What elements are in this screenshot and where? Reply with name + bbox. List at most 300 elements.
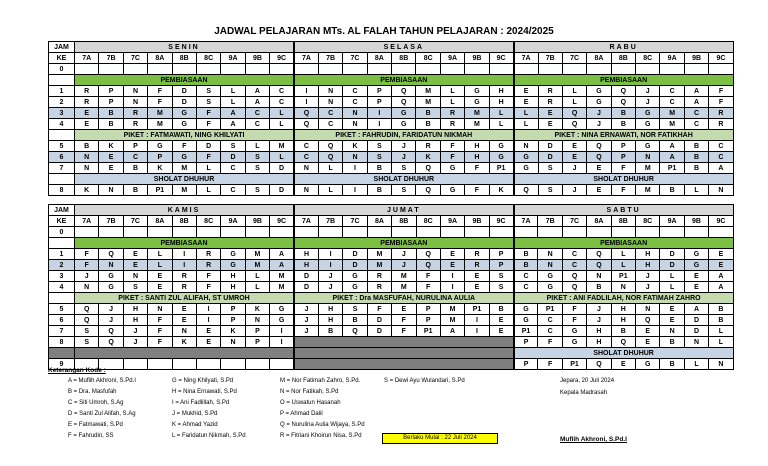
teacher-code-cell: C	[660, 86, 684, 97]
teacher-code-cell: D	[172, 86, 196, 97]
schedule-row	[49, 185, 734, 196]
teacher-code-cell: A	[221, 108, 245, 119]
teacher-code-cell: E	[75, 119, 99, 130]
teacher-code-cell: E	[562, 141, 586, 152]
teacher-code-cell: N	[538, 260, 562, 271]
teacher-code-cell: Q	[562, 119, 586, 130]
teacher-code-cell: R	[172, 282, 196, 293]
teacher-code-cell: G	[636, 108, 660, 119]
schedule-row	[49, 227, 734, 238]
class-header: 9C	[709, 53, 733, 64]
teacher-code-cell: M	[245, 249, 269, 260]
teacher-code-cell: L	[709, 326, 733, 337]
teacher-code-cell: Q	[318, 152, 342, 163]
teacher-code-cell: J	[75, 271, 99, 282]
period-number	[49, 348, 75, 359]
teacher-code-cell: S	[75, 337, 99, 348]
teacher-code-cell: M	[660, 119, 684, 130]
schedule-row	[49, 348, 734, 359]
teacher-code-cell: A	[270, 260, 294, 271]
teacher-code-cell: J	[392, 141, 416, 152]
signer-position: Kepala Madrasah	[560, 390, 608, 396]
teacher-code-cell: N	[294, 185, 318, 196]
teacher-code-cell: S	[123, 282, 147, 293]
class-header: 7B	[99, 53, 123, 64]
empty-cell	[196, 359, 220, 370]
teacher-code-cell: I	[343, 163, 367, 174]
teacher-code-cell: G	[148, 141, 172, 152]
teacher-code-cell: R	[538, 86, 562, 97]
class-header: 9B	[684, 53, 708, 64]
teacher-code-cell: C	[270, 97, 294, 108]
teacher-code-cell: R	[367, 282, 391, 293]
teacher-code-cell: N	[245, 315, 269, 326]
legend-entry: K = Ahmad Yazid	[172, 422, 218, 428]
class-header: 9A	[440, 53, 464, 64]
teacher-code-cell: E	[538, 108, 562, 119]
ke-header: KE	[49, 216, 75, 227]
teacher-code-cell: R	[196, 249, 220, 260]
period-number: 2	[49, 260, 75, 271]
teacher-code-cell: L	[270, 119, 294, 130]
teacher-code-cell: I	[343, 185, 367, 196]
class-header: 8A	[587, 53, 611, 64]
class-header: 9A	[440, 216, 464, 227]
teacher-code-cell: G	[392, 119, 416, 130]
class-header: 9C	[489, 53, 513, 64]
teacher-code-cell: D	[343, 260, 367, 271]
teacher-code-cell: G	[636, 141, 660, 152]
teacher-code-cell: H	[294, 249, 318, 260]
teacher-code-cell: Q	[587, 359, 611, 370]
teacher-code-cell: Q	[318, 141, 342, 152]
teacher-code-cell: C	[538, 326, 562, 337]
teacher-code-cell: C	[709, 141, 733, 152]
class-header: 8C	[416, 216, 440, 227]
class-header: 7B	[318, 53, 342, 64]
empty-cell	[392, 227, 416, 238]
teacher-code-cell: H	[489, 86, 513, 97]
empty-cell	[123, 64, 147, 75]
empty-cell	[465, 227, 489, 238]
empty-cell	[709, 227, 733, 238]
teacher-code-cell: M	[148, 119, 172, 130]
teacher-code-cell: F	[611, 163, 635, 174]
teacher-code-cell: F	[538, 359, 562, 370]
teacher-code-cell: S	[221, 141, 245, 152]
teacher-code-cell: P	[245, 337, 269, 348]
teacher-code-cell: G	[270, 304, 294, 315]
teacher-code-cell: E	[440, 260, 464, 271]
teacher-code-cell: N	[636, 304, 660, 315]
teacher-code-cell: E	[75, 108, 99, 119]
teacher-code-cell: S	[245, 163, 269, 174]
teacher-code-cell: J	[99, 315, 123, 326]
teacher-code-cell: H	[465, 152, 489, 163]
legend-entry: D = Santi Zul Alifah, S.Ag	[68, 411, 136, 417]
teacher-code-cell: H	[611, 315, 635, 326]
teacher-code-cell: G	[684, 260, 708, 271]
teacher-code-cell: E	[148, 282, 172, 293]
period-number: 9	[49, 359, 75, 370]
teacher-code-cell: E	[514, 86, 538, 97]
teacher-code-cell: L	[245, 141, 269, 152]
teacher-code-cell: E	[489, 315, 513, 326]
teacher-code-cell: C	[684, 119, 708, 130]
teacher-code-cell: E	[196, 326, 220, 337]
teacher-code-cell: L	[245, 282, 269, 293]
schedule-row	[49, 75, 734, 86]
empty-cell	[270, 227, 294, 238]
teacher-code-cell: N	[587, 271, 611, 282]
teacher-code-cell: D	[270, 163, 294, 174]
teacher-code-cell: F	[392, 315, 416, 326]
piket-band: PIKET : Dra MASFUFAH, NURULINA AULIA	[294, 293, 514, 304]
teacher-code-cell: N	[318, 86, 342, 97]
teacher-code-cell: B	[343, 315, 367, 326]
teacher-code-cell: Q	[99, 249, 123, 260]
teacher-code-cell: J	[392, 260, 416, 271]
empty-cell	[221, 64, 245, 75]
teacher-code-cell: N	[514, 141, 538, 152]
teacher-code-cell: J	[99, 304, 123, 315]
teacher-code-cell: P	[123, 141, 147, 152]
empty-cell	[416, 64, 440, 75]
day-header: SELASA	[294, 42, 514, 53]
empty-cell	[148, 227, 172, 238]
teacher-code-cell: Q	[611, 337, 635, 348]
teacher-code-cell: G	[562, 337, 586, 348]
schedule-table-mon-wed	[48, 41, 734, 196]
teacher-code-cell: G	[172, 108, 196, 119]
sholat-band: SHOLAT DHUHUR	[514, 174, 734, 185]
teacher-code-cell: K	[99, 141, 123, 152]
teacher-code-cell: I	[318, 260, 342, 271]
teacher-code-cell: J	[636, 97, 660, 108]
teacher-code-cell: Q	[587, 249, 611, 260]
empty-cell	[172, 64, 196, 75]
teacher-code-cell: Q	[416, 249, 440, 260]
piket-band: PIKET : NINA ERNAWATI, NOR FATIKHAH	[514, 130, 734, 141]
teacher-code-cell: G	[514, 163, 538, 174]
day-header: SABTU	[514, 205, 734, 216]
empty-cell	[514, 64, 538, 75]
effective-date-badge: Berlaku Mulai : 22 Juli 2024	[382, 433, 498, 444]
class-header: 8B	[611, 216, 635, 227]
teacher-code-cell: J	[123, 326, 147, 337]
teacher-code-cell: N	[611, 282, 635, 293]
schedule-row	[49, 108, 734, 119]
teacher-code-cell: L	[196, 163, 220, 174]
teacher-code-cell: P	[489, 249, 513, 260]
teacher-code-cell: R	[416, 141, 440, 152]
teacher-code-cell: N	[99, 185, 123, 196]
legend-entry: F = Fahrudin, SS	[68, 433, 114, 439]
teacher-code-cell: E	[172, 315, 196, 326]
class-header: 7A	[75, 53, 99, 64]
teacher-code-cell: E	[196, 337, 220, 348]
teacher-code-cell: Q	[392, 97, 416, 108]
class-header: 8C	[636, 216, 660, 227]
teacher-code-cell: K	[245, 304, 269, 315]
teacher-code-cell: B	[709, 304, 733, 315]
teacher-code-cell: D	[367, 326, 391, 337]
teacher-code-cell: A	[270, 249, 294, 260]
teacher-code-cell: P1	[489, 163, 513, 174]
period-number	[49, 293, 75, 304]
teacher-code-cell: Q	[587, 260, 611, 271]
schedule-row	[49, 326, 734, 337]
legend-entry: P = Ahmad Dalil	[280, 411, 323, 417]
teacher-code-cell: E	[611, 359, 635, 370]
period-number	[49, 75, 75, 86]
teacher-code-cell: E	[465, 282, 489, 293]
schedule-row	[49, 359, 734, 370]
teacher-code-cell: E	[99, 152, 123, 163]
teacher-code-cell: F	[465, 163, 489, 174]
legend-entry: J = Mukhid, S.Pd	[172, 411, 218, 417]
teacher-code-cell: R	[123, 119, 147, 130]
empty-cell	[270, 64, 294, 75]
teacher-code-cell: N	[123, 97, 147, 108]
class-header: 9C	[270, 216, 294, 227]
teacher-code-cell: B	[318, 326, 342, 337]
schedule-row	[49, 152, 734, 163]
teacher-code-cell: K	[75, 185, 99, 196]
teacher-code-cell: R	[367, 271, 391, 282]
teacher-code-cell: Q	[611, 97, 635, 108]
class-header: 9A	[660, 53, 684, 64]
teacher-code-cell: F	[416, 282, 440, 293]
teacher-code-cell: J	[318, 271, 342, 282]
period-number: 8	[49, 337, 75, 348]
teacher-code-cell: M	[245, 260, 269, 271]
empty-cell	[562, 64, 586, 75]
teacher-code-cell: Q	[562, 282, 586, 293]
teacher-code-cell: H	[611, 304, 635, 315]
teacher-code-cell: R	[465, 260, 489, 271]
schedule-row	[49, 249, 734, 260]
empty-cell	[221, 359, 245, 370]
teacher-code-cell: D	[660, 260, 684, 271]
class-header: 8A	[367, 53, 391, 64]
teacher-code-cell: N	[684, 337, 708, 348]
teacher-code-cell: R	[440, 119, 464, 130]
teacher-code-cell: C	[294, 141, 318, 152]
teacher-code-cell: G	[538, 271, 562, 282]
empty-cell	[611, 227, 635, 238]
teacher-code-cell: E	[123, 249, 147, 260]
teacher-code-cell: D	[172, 97, 196, 108]
jam-header: JAM	[49, 42, 75, 53]
teacher-code-cell: N	[709, 185, 733, 196]
teacher-code-cell: C	[245, 119, 269, 130]
teacher-code-cell: B	[123, 163, 147, 174]
day-header: SENIN	[75, 42, 295, 53]
teacher-code-cell: L	[611, 260, 635, 271]
teacher-code-cell: L	[221, 97, 245, 108]
teacher-code-cell: I	[465, 315, 489, 326]
teacher-code-cell: L	[660, 271, 684, 282]
schedule-row	[49, 141, 734, 152]
teacher-code-cell: I	[294, 86, 318, 97]
teacher-code-cell: G	[587, 97, 611, 108]
empty-cell	[99, 64, 123, 75]
teacher-code-cell: L	[562, 97, 586, 108]
teacher-code-cell: H	[221, 282, 245, 293]
teacher-code-cell: B	[611, 326, 635, 337]
teacher-code-cell: N	[123, 271, 147, 282]
teacher-code-cell: C	[709, 152, 733, 163]
teacher-code-cell: D	[684, 315, 708, 326]
teacher-code-cell: M	[367, 249, 391, 260]
teacher-code-cell: C	[514, 271, 538, 282]
teacher-code-cell: Q	[587, 152, 611, 163]
class-header: 8B	[392, 216, 416, 227]
teacher-code-cell: J	[636, 86, 660, 97]
teacher-code-cell: F	[196, 271, 220, 282]
teacher-code-cell: F	[562, 315, 586, 326]
class-header: 8C	[196, 53, 220, 64]
teacher-code-cell: L	[318, 185, 342, 196]
teacher-code-cell: C	[684, 108, 708, 119]
schedule-row	[49, 271, 734, 282]
day-header-row	[49, 42, 734, 53]
empty-cell	[270, 359, 294, 370]
teacher-code-cell: E	[709, 249, 733, 260]
teacher-code-cell: F	[75, 260, 99, 271]
legend-entry: H = Nina Ernawati, S.Pd	[172, 389, 237, 395]
teacher-code-cell: D	[343, 249, 367, 260]
teacher-code-cell: S	[538, 163, 562, 174]
teacher-code-cell: M	[392, 282, 416, 293]
empty-cell	[221, 227, 245, 238]
teacher-code-cell: E	[660, 304, 684, 315]
teacher-code-cell: L	[440, 86, 464, 97]
teacher-code-cell: J	[587, 119, 611, 130]
legend-entry: E = Fatmawati, S.Pd	[68, 422, 123, 428]
period-number: 7	[49, 326, 75, 337]
period-number	[49, 238, 75, 249]
teacher-code-cell: F	[148, 315, 172, 326]
legend-entry: N = Nor Fatikah, S.Pd	[280, 389, 339, 395]
teacher-code-cell: P1	[538, 304, 562, 315]
teacher-code-cell: G	[514, 152, 538, 163]
teacher-code-cell: E	[489, 326, 513, 337]
empty-cell	[489, 227, 513, 238]
teacher-code-cell: M	[440, 315, 464, 326]
class-header: 8A	[148, 216, 172, 227]
teacher-code-cell: M	[440, 304, 464, 315]
schedule-row	[49, 119, 734, 130]
teacher-code-cell: F	[440, 152, 464, 163]
piket-band: PIKET : FATMAWATI, NING KHILYATI	[75, 130, 295, 141]
teacher-code-cell: L	[221, 86, 245, 97]
teacher-code-cell: G	[270, 315, 294, 326]
teacher-code-cell: G	[684, 249, 708, 260]
teacher-code-cell: C	[294, 152, 318, 163]
teacher-code-cell: P1	[514, 326, 538, 337]
teacher-code-cell: J	[392, 152, 416, 163]
teacher-code-cell: B	[684, 141, 708, 152]
teacher-code-cell: P	[221, 315, 245, 326]
teacher-code-cell: L	[196, 185, 220, 196]
teacher-code-cell: L	[611, 249, 635, 260]
class-header: 7A	[294, 216, 318, 227]
teacher-code-cell: R	[196, 260, 220, 271]
teacher-code-cell: G	[99, 271, 123, 282]
teacher-code-cell: D	[538, 141, 562, 152]
empty-cell	[416, 227, 440, 238]
empty-cell	[562, 227, 586, 238]
teacher-code-cell: J	[562, 185, 586, 196]
teacher-code-cell: I	[465, 326, 489, 337]
teacher-code-cell: B	[367, 185, 391, 196]
no-class-block	[294, 337, 514, 348]
teacher-code-cell: M	[636, 163, 660, 174]
teacher-code-cell: B	[514, 260, 538, 271]
teacher-code-cell: N	[343, 108, 367, 119]
teacher-code-cell: B	[587, 282, 611, 293]
teacher-code-cell: M	[270, 282, 294, 293]
teacher-code-cell: B	[99, 119, 123, 130]
period-number: 0	[49, 227, 75, 238]
teacher-code-cell: R	[709, 108, 733, 119]
teacher-code-cell: L	[514, 108, 538, 119]
empty-cell	[660, 64, 684, 75]
teacher-code-cell: F	[148, 97, 172, 108]
teacher-code-cell: S	[245, 185, 269, 196]
teacher-code-cell: S	[245, 152, 269, 163]
teacher-code-cell: R	[538, 97, 562, 108]
teacher-code-cell: C	[562, 260, 586, 271]
teacher-code-cell: M	[270, 141, 294, 152]
class-header: 8B	[392, 53, 416, 64]
class-header-row	[49, 53, 734, 64]
class-header: 9A	[221, 53, 245, 64]
teacher-code-cell: B	[660, 359, 684, 370]
empty-cell	[636, 64, 660, 75]
teacher-code-cell: G	[489, 141, 513, 152]
teacher-code-cell: P	[416, 304, 440, 315]
teacher-code-cell: J	[294, 304, 318, 315]
teacher-code-cell: M	[636, 185, 660, 196]
teacher-code-cell: K	[148, 163, 172, 174]
teacher-code-cell: L	[489, 108, 513, 119]
teacher-code-cell: L	[514, 119, 538, 130]
teacher-code-cell: N	[343, 119, 367, 130]
teacher-code-cell: E	[465, 271, 489, 282]
teacher-code-cell: Q	[75, 304, 99, 315]
teacher-code-cell: S	[75, 326, 99, 337]
teacher-code-cell: H	[318, 304, 342, 315]
class-header: 8C	[636, 53, 660, 64]
teacher-code-cell: B	[75, 141, 99, 152]
teacher-code-cell: A	[709, 163, 733, 174]
teacher-code-cell: J	[636, 282, 660, 293]
teacher-code-cell: Q	[562, 108, 586, 119]
empty-cell	[294, 64, 318, 75]
teacher-code-cell: F	[538, 337, 562, 348]
teacher-code-cell: I	[367, 108, 391, 119]
teacher-code-cell: L	[684, 359, 708, 370]
class-header: 8B	[611, 53, 635, 64]
teacher-code-cell: I	[196, 315, 220, 326]
schedule-table-thu-sat	[48, 204, 734, 370]
class-header: 9A	[660, 216, 684, 227]
teacher-code-cell: F	[440, 141, 464, 152]
teacher-code-cell: S	[392, 163, 416, 174]
